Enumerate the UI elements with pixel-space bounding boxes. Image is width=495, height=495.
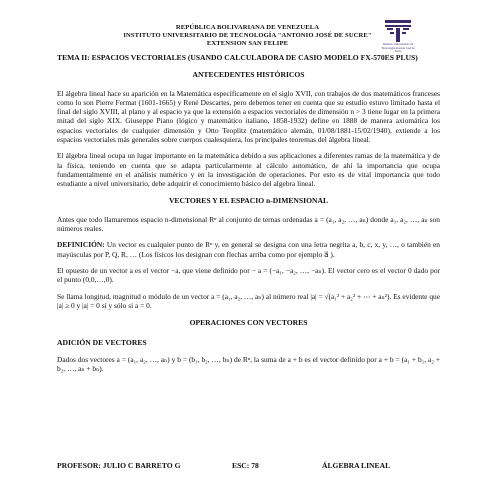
institution-header	[0, 24, 495, 48]
institution-logo-icon	[384, 19, 412, 43]
section-heading-history: ANTECEDENTES HISTÓRICOS	[192, 70, 305, 80]
header-line-1: REPÚBLICA BOLIVARIANA DE VENEZUELA	[175, 24, 320, 31]
section-heading-vectors: VECTORES Y EL ESPACIO n-DIMENSIONAL	[168, 196, 329, 206]
definition-paragraph	[57, 240, 440, 259]
definition-text: Un vector es cualquier punto de Rⁿ y, en general se designa con una letra negrita a, b, c, x, y, …, o también en mayúsculas por P, Q, R, … (Los físicos los designan con flechas arriba como por ejemplo a⃗ ).	[57, 240, 440, 259]
header-line-3: EXTENSION SAN FELIPE	[206, 40, 289, 47]
header-line-2: INSTITUTO UNIVERSITARIO DE TECNOLOGÍA "ANTONIO JOSÉ DE SUCRE"	[123, 32, 372, 39]
topic-title: TEMA II: ESPACIOS VECTORIALES (USANDO CALCULADORA DE CASIO MODELO FX-570ES PLUS)	[57, 53, 418, 62]
history-paragraph-1: El álgebra lineal hace su aparición en la Matemática específicamente en el siglo XVII, con trabajos de dos matemáticos franceses como lo son Pierre Fermat (1601-1665) y René Descartes, pero debemos tener en cuenta que su estudio estuvo limitado hasta el final del siglo XVIII, al plano y al espacio ya que la extensión a espacios vectoriales de dimensión n > 3 tiene lugar en la primera mitad del siglo XIX. Giuseppe Piano (lógico y matemático italiano, 1858-1932) define en 1888 de manera axiomática los espacios vectoriales de cualquier dimensión y Otto Teoplitz (matemático alemán, 01/08/1881-15/02/1940), extiende a los espacios vectoriales más generales sobre cuerpos cualesquiera, los principales teoremas del álgebra lineal.	[57, 88, 440, 144]
addition-paragraph: Dados dos vectores a = (a₁, a₂, …, aₙ) y b = (b₁, b₂, …, bₙ) de Rⁿ, la suma de a + b es el vector definido por a + b = (a₁ + b₁, a₂ + b₂, …, aₙ + bₙ).	[57, 354, 440, 374]
document-body	[57, 53, 440, 380]
history-paragraph-2: El álgebra lineal ocupa un lugar importante en la matemática debido a sus aplicaciones a diferentes ramas de la matemática y de la física, teniendo en cuenta que se adapta particularmente al cálculo automático, de ahí la importancia que ocupa fundamentalmente en el análisis numérico y en la investigación de operaciones. Por esto es de vital importancia que todo estudiante a nivel universitario, debe adquirir el conocimiento básico del algebra lineal.	[57, 151, 440, 189]
section-heading-operations: OPERACIONES CON VECTORES	[189, 318, 308, 328]
vectors-paragraph-1: Antes que todo llamaremos espacio n-dimensional Rⁿ al conjunto de ternas ordenadas a = (a₁, a₂, …, aₙ) donde a₁, a₂, …, aₙ son números reales.	[57, 214, 440, 234]
footer-subject: ÁLGEBRA LINEAL	[322, 461, 391, 470]
vector-length-paragraph: Se llama longitud, magnitud o módulo de un vector a = (a₁, a₂, …, aₙ) al número real |a| = √(a₁² + a₂² + ⋯ + aₙ²). Es evidente que |a| ≥ 0 y |a| = 0 sí y sólo si a = 0.	[57, 291, 440, 310]
subheading-vector-addition: ADICIÓN DE VECTORES	[57, 338, 147, 348]
opposite-vector-paragraph: El opuesto de un vector a es el vector −a, que viene definido por − a = (−a₁, −a₂, …, −aₙ). El vector cero es el vector 0 dado por el punto (0,0,…,0).	[57, 265, 440, 285]
definition-term: DEFINICIÓN:	[57, 240, 105, 250]
footer-esc: ESC: 78	[232, 461, 259, 470]
footer-professor: PROFESOR: JULIO C BARRETO G	[57, 461, 181, 470]
logo-caption: Instituto Universitario de Tecnología Antonio José de Sucre	[381, 42, 415, 53]
